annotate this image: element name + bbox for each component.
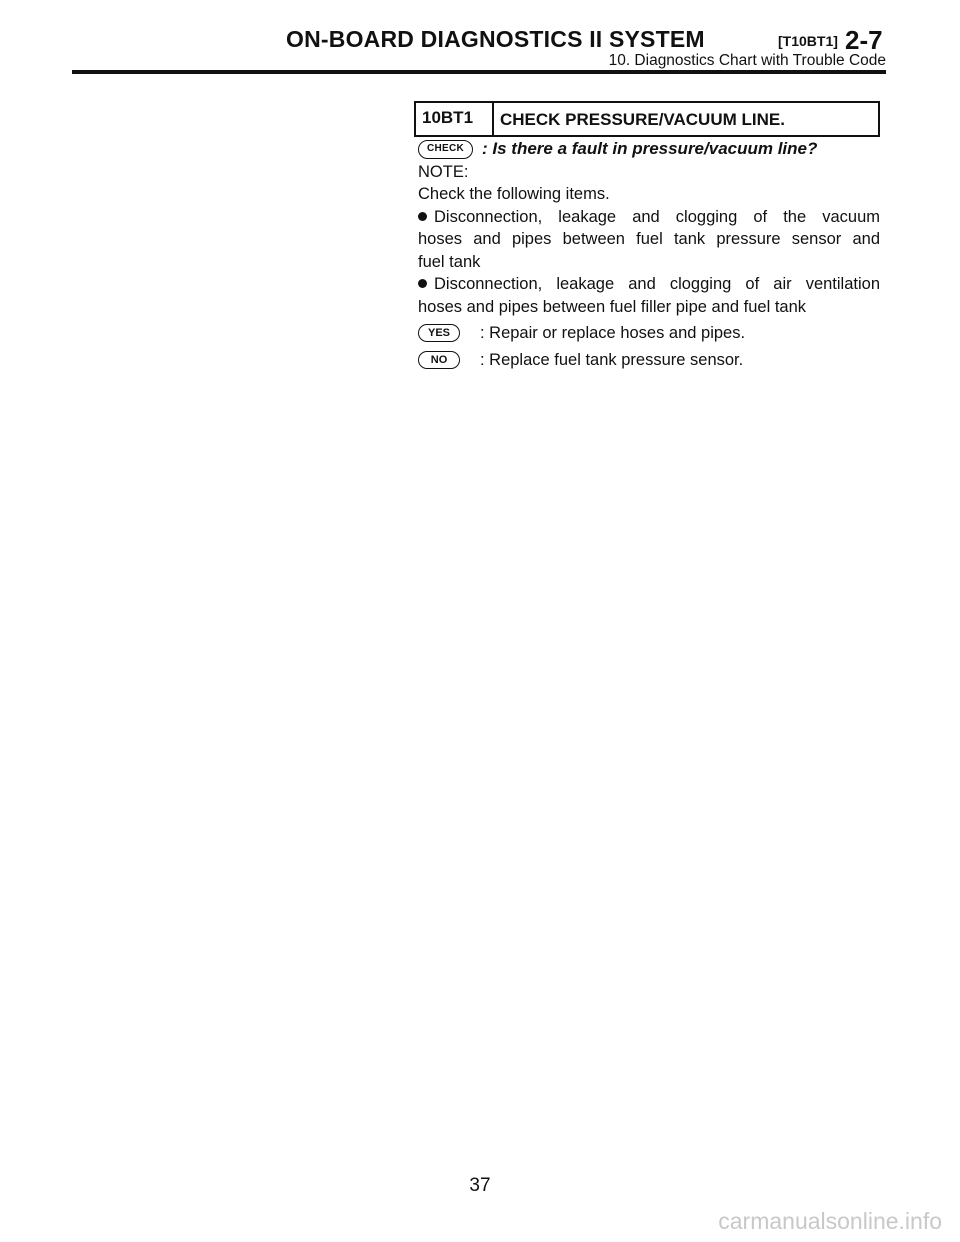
section-subtitle: 10. Diagnostics Chart with Trouble Code (608, 52, 886, 69)
yes-answer-text: : Repair or replace hoses and pipes. (480, 324, 746, 342)
step-content (418, 138, 884, 371)
bullet-icon (418, 279, 427, 288)
page-number: 37 (469, 1175, 491, 1196)
watermark: carmanualsonline.info (718, 1208, 942, 1234)
check-badge-icon: CHECK (418, 140, 473, 159)
note-item-line: hoses and pipes between fuel tank pressure sensor and (418, 230, 880, 248)
note-item-line: fuel tank (418, 252, 481, 271)
note-item-line: Disconnection, leakage and clogging of the vacuum (418, 206, 880, 229)
note-label: NOTE: (418, 162, 469, 181)
no-answer-text: : Replace fuel tank pressure sensor. (480, 350, 744, 369)
no-badge-icon: NO (418, 351, 460, 369)
note-item-line: Disconnection, leakage and clogging of air ventilation (418, 273, 880, 296)
step-header-box (414, 101, 880, 137)
note-intro: Check the following items. (418, 185, 610, 203)
note-item (418, 206, 884, 274)
yes-answer-row (418, 322, 884, 345)
yes-badge-icon: YES (418, 324, 460, 342)
step-code: 10BT1 (416, 103, 494, 135)
step-title: CHECK PRESSURE/VACUUM LINE. (500, 110, 785, 129)
check-row (418, 138, 884, 161)
section-code: [T10BT1] (778, 33, 838, 49)
note-item (418, 273, 884, 318)
bullet-icon (418, 212, 427, 221)
check-question: : Is there a fault in pressure/vacuum line? (482, 139, 818, 158)
header-divider (72, 70, 886, 74)
note-item-line: hoses and pipes between fuel filler pipe and fuel tank (418, 297, 807, 316)
section-page-number: 2-7 (845, 25, 883, 55)
section-title: ON-BOARD DIAGNOSTICS II SYSTEM (286, 26, 705, 52)
no-answer-row (418, 349, 884, 372)
